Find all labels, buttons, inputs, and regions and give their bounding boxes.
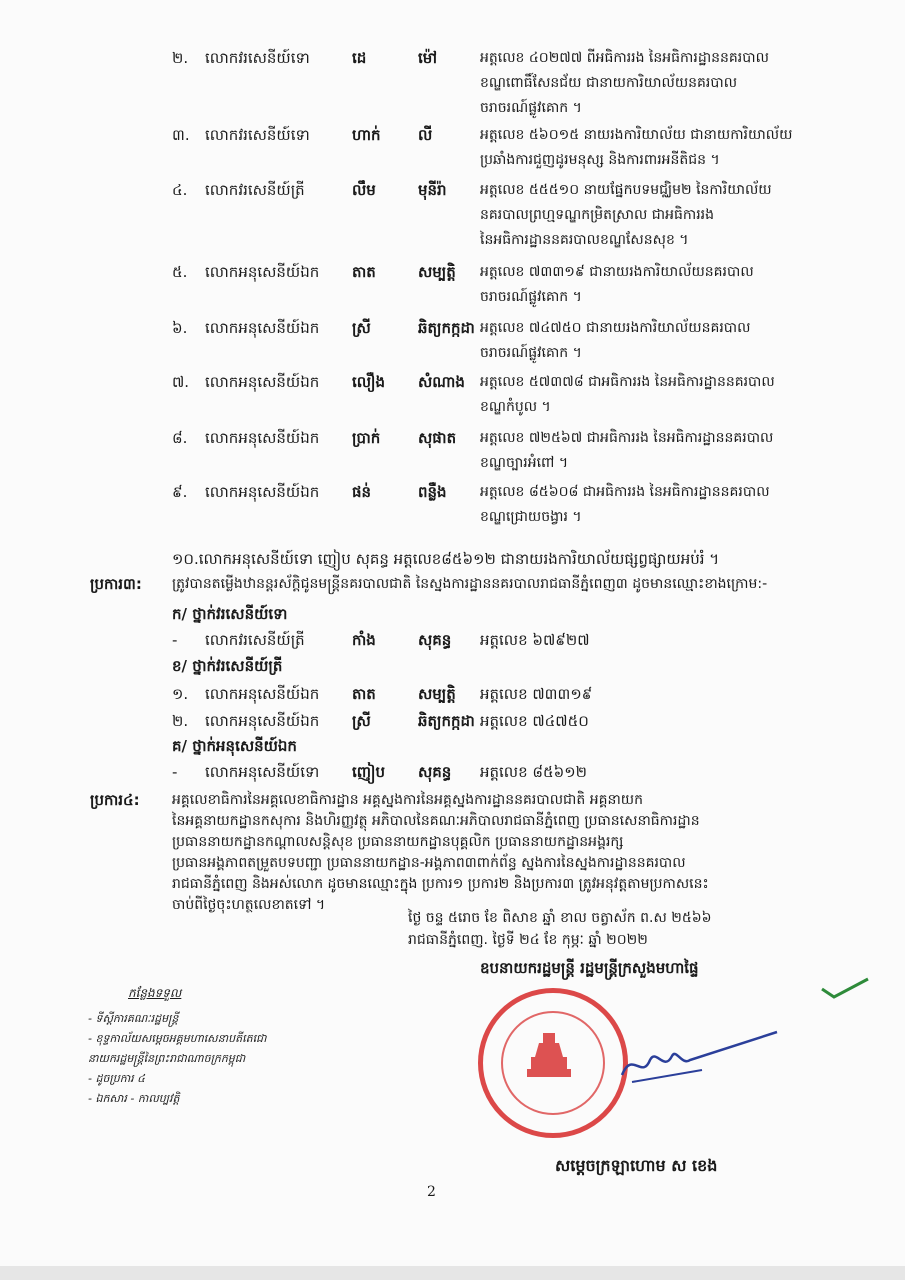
article-3-text: ត្រូវបានតម្លើងឋានន្តរស័ក្តិជូនមន្ត្រីនគរបាលជាតិ នៃស្នងការដ្ឋាននគរបាលរាជធានីភ្នំពេញ៣ ដូចមានឈ្មោះខាងក្រោម:- (172, 576, 768, 592)
grade-row-number: ១. (172, 685, 189, 703)
grade-row-last-name: សម្បត្តិ (418, 685, 456, 703)
list-item-number: ៧. (172, 373, 190, 391)
grade-row-rank: លោកអនុសេនីយ៍ឯក (205, 712, 320, 730)
list-item-detail: អត្តលេខ ៨៥៦០៨ ជាអធិការរង នៃអធិការដ្ឋាននគរបាល (480, 484, 770, 500)
list-item-detail: អត្តលេខ ៥៧៣៧៨ ជាអធិការរង នៃអធិការដ្ឋាននគរបាល (480, 374, 775, 390)
list-item-last-name: ឆិត្យកក្កដា (418, 319, 475, 337)
grade-row-id: អត្តលេខ ៧៤៧៥០ (480, 712, 589, 730)
list-item-first-name: ប្រាក់ (352, 429, 381, 447)
article-4-line: ប្រធាននាយកដ្ឋានកណ្តាលសន្តិសុខ ប្រធាននាយកដ្ឋានបុគ្គលិក ប្រធាននាយកដ្ឋានអង្គរក្ស (172, 834, 624, 850)
checkmark-icon (820, 975, 870, 1000)
list-item-detail: ខណ្ឌកំបូល ។ (480, 399, 551, 415)
grade-row-last-name: ឆិត្យកក្កដា (418, 712, 475, 730)
grade-row-first-name: ញៀប (352, 763, 386, 781)
list-item-last-name: ពន្លឺង (418, 483, 447, 501)
list-item-last-name: សំណាង (418, 373, 465, 391)
grade-row-id: អត្តលេខ ៦៧៩២៧ (480, 631, 590, 649)
grade-row-id: អត្តលេខ ៨៥៦១២ (480, 763, 587, 781)
list-item-first-name: ដេ (352, 49, 367, 67)
article-4-line: អគ្គលេខាធិការនៃអគ្គលេខាធិការដ្ឋាន អគ្គស្នងការនៃអគ្គស្នងការដ្ឋាននគរបាលជាតិ អគ្គនាយក (172, 792, 644, 808)
grade-group-label: ខ/ ថ្នាក់វរសេនីយ៍ត្រី (172, 657, 283, 675)
article-4-line: នៃអគ្គនាយកដ្ឋានកសុការ និងហិរញ្ញវត្ថុ អភិបាលនៃគណៈអភិបាលរាជធានីភ្នំពេញ ប្រធានសេនាធិការដ្ឋាន (172, 813, 700, 829)
list-item-rank: លោកអនុសេនីយ៍ឯក (205, 483, 320, 501)
grade-row-first-name: ស្រី (352, 712, 371, 730)
list-item-detail: ចរាចរណ៍ផ្លូវគោក ។ (480, 289, 582, 305)
signature-mark (612, 1020, 782, 1100)
list-item-detail: ប្រឆាំងការជួញដូរមនុស្ស និងការពារអនីតិជន ។ (480, 152, 720, 168)
grade-row-rank: លោកវរសេនីយ៍ត្រី (205, 631, 305, 649)
list-item-number: ២. (172, 49, 189, 67)
article-3-label: ប្រការ៣: (90, 575, 142, 593)
list-item-detail: អត្តលេខ ៧៤៧៥០ ជានាយរងការិយាល័យនគរបាល (480, 320, 751, 336)
list-item-detail: ចរាចរណ៍ផ្លូវគោក ។ (480, 345, 582, 361)
list-item-detail: អត្តលេខ ៤០២៧៧ ពីអធិការរង នៃអធិការដ្ឋាននគរបាល (480, 50, 769, 66)
list-item-detail: ចរាចរណ៍ផ្លូវគោក ។ (480, 100, 582, 116)
list-item-first-name: លឿង (352, 373, 386, 391)
page-number: 2 (427, 1184, 436, 1200)
list-item-detail: ខណ្ឌច្បារអំពៅ ។ (480, 455, 569, 471)
recipient-item: - ទីស្តីការគណៈរដ្ឋមន្ត្រី (88, 1012, 179, 1025)
lunar-date: ថ្ងៃ ចន្ទ ៥រោច ខែ ពិសាខ ឆ្នាំ ខាល ចត្វាស័ក ព.ស ២៥៦៦ (408, 910, 712, 926)
list-item-detail: អត្តលេខ ៧២៥៦៧ ជាអធិការរង នៃអធិការដ្ឋាននគរបាល (480, 430, 774, 446)
list-item-detail: នគរបាលព្រហ្មទណ្ឌកម្រិតស្រាល ជាអធិការរង (480, 207, 715, 223)
list-item-rank: លោកអនុសេនីយ៍ឯក (205, 263, 320, 281)
list-item-first-name: ផន់ (352, 483, 372, 501)
list-item-number: ៦. (172, 319, 188, 337)
list-item-number: ៩. (172, 483, 188, 501)
recipients-title: កន្លែងទទួល (128, 986, 182, 1000)
list-item-detail: ខណ្ឌជ្រោយចង្វារ ។ (480, 509, 582, 525)
recipient-item: នាយករដ្ឋមន្ត្រីនៃព្រះរាជាណាចក្រកម្ពុជា (88, 1052, 246, 1065)
list-item-detail: នៃអធិការដ្ឋាននគរបាលខណ្ឌសែនសុខ ។ (480, 232, 689, 248)
recipient-item: - ខុទ្ទកាល័យសម្តេចអគ្គមហាសេនាបតីតេជោ (88, 1032, 267, 1045)
list-item-number: ៨. (172, 429, 188, 447)
article-4-line: ចាប់ពីថ្ងៃចុះហត្ថលេខាតទៅ ។ (172, 897, 326, 913)
solar-date: រាជធានីភ្នំពេញ. ថ្ងៃទី ២៤ ខែ កុម្ភៈ ឆ្នាំ ២០២២ (408, 932, 648, 948)
grade-group-label: ក/ ថ្នាក់វរសេនីយ៍ទោ (172, 605, 288, 623)
grade-row-id: អត្តលេខ ៧៣៣១៩ (480, 685, 593, 703)
grade-row-number: - (172, 631, 178, 649)
grade-row-first-name: កាំង (352, 631, 376, 649)
list-item-rank: លោកវរសេនីយ៍ទោ (205, 126, 310, 144)
signer-name: សម្តេចក្រឡាហោម ស ខេង (555, 1156, 718, 1175)
list-item-10: ១០.លោកអនុសេនីយ៍ទោ ញៀប សុគន្ធ អត្តលេខ៨៥៦១២ ជានាយរងការិយាល័យផ្សព្វផ្សាយអប់រំ ។ (172, 550, 720, 568)
grade-row-rank: លោកអនុសេនីយ៍ទោ (205, 763, 320, 781)
recipient-item: - ដូចប្រការ ៤ (88, 1072, 145, 1085)
grade-row-rank: លោកអនុសេនីយ៍ឯក (205, 685, 320, 703)
article-4-line: ប្រធានអង្គភាពតម្រួតបទបញ្ជា ប្រធាននាយកដ្ឋាន-អង្គភាព៣ពាក់ព័ន្ធ ស្នងការនៃស្នងការដ្ឋាននគរបាល (172, 855, 686, 871)
signer-title: ឧបនាយករដ្ឋមន្ត្រី រដ្ឋមន្ត្រីក្រសួងមហាផ្ទៃ (480, 959, 699, 977)
royal-crest-icon (519, 1027, 579, 1087)
list-item-last-name: ម៉ៅ (418, 49, 438, 67)
grade-row-last-name: សុគន្ធ (418, 631, 452, 649)
list-item-rank: លោកវរសេនីយ៍ទោ (205, 49, 310, 67)
list-item-detail: អត្តលេខ ៥៦០១៥ នាយរងការិយាល័យ ជានាយការិយាល័យ (480, 127, 793, 143)
recipient-item: - ឯកសារ - កាលប្បវត្តិ (88, 1092, 180, 1105)
list-item-rank: លោកអនុសេនីយ៍ឯក (205, 429, 320, 447)
list-item-number: ៣. (172, 126, 190, 144)
list-item-last-name: លី (418, 126, 433, 144)
list-item-first-name: ស្រី (352, 319, 371, 337)
list-item-number: ៥. (172, 263, 188, 281)
grade-row-number: ២. (172, 712, 189, 730)
list-item-last-name: សម្បត្តិ (418, 263, 456, 281)
list-item-first-name: តាត (352, 263, 376, 281)
grade-group-label: គ/ ថ្នាក់អនុសេនីយ៍ឯក (172, 737, 297, 755)
grade-row-number: - (172, 763, 178, 781)
list-item-detail: អត្តលេខ ៧៣៣១៩ ជានាយរងការិយាល័យនគរបាល (480, 264, 754, 280)
list-item-rank: លោកវរសេនីយ៍ត្រី (205, 181, 305, 199)
list-item-first-name: ហាក់ (352, 126, 381, 144)
list-item-first-name: លឹម (352, 181, 376, 199)
list-item-number: ៤. (172, 181, 188, 199)
official-seal (478, 988, 628, 1138)
grade-row-last-name: សុគន្ធ (418, 763, 452, 781)
grade-row-first-name: តាត (352, 685, 376, 703)
scan-edge (0, 1266, 905, 1280)
list-item-last-name: សុផាត (418, 429, 457, 447)
list-item-detail: ខណ្ឌពោធិ៍សែនជ័យ ជានាយការិយាល័យនគរបាល (480, 75, 738, 91)
list-item-last-name: មុនីរ៉ា (418, 181, 447, 199)
article-4-label: ប្រការ៤: (90, 791, 140, 809)
article-4-line: រាជធានីភ្នំពេញ និងអស់លោក ដូចមានឈ្មោះក្នុង ប្រការ១ ប្រការ២ និងប្រការ៣ ត្រូវអនុវត្តតាមប្រកាសនេះ (172, 876, 709, 892)
list-item-rank: លោកអនុសេនីយ៍ឯក (205, 319, 320, 337)
list-item-rank: លោកអនុសេនីយ៍ឯក (205, 373, 320, 391)
list-item-detail: អត្តលេខ ៥៥៥១០ នាយផ្នែកបទមជ្ឈិម២ នៃការិយាល័យ (480, 182, 772, 198)
